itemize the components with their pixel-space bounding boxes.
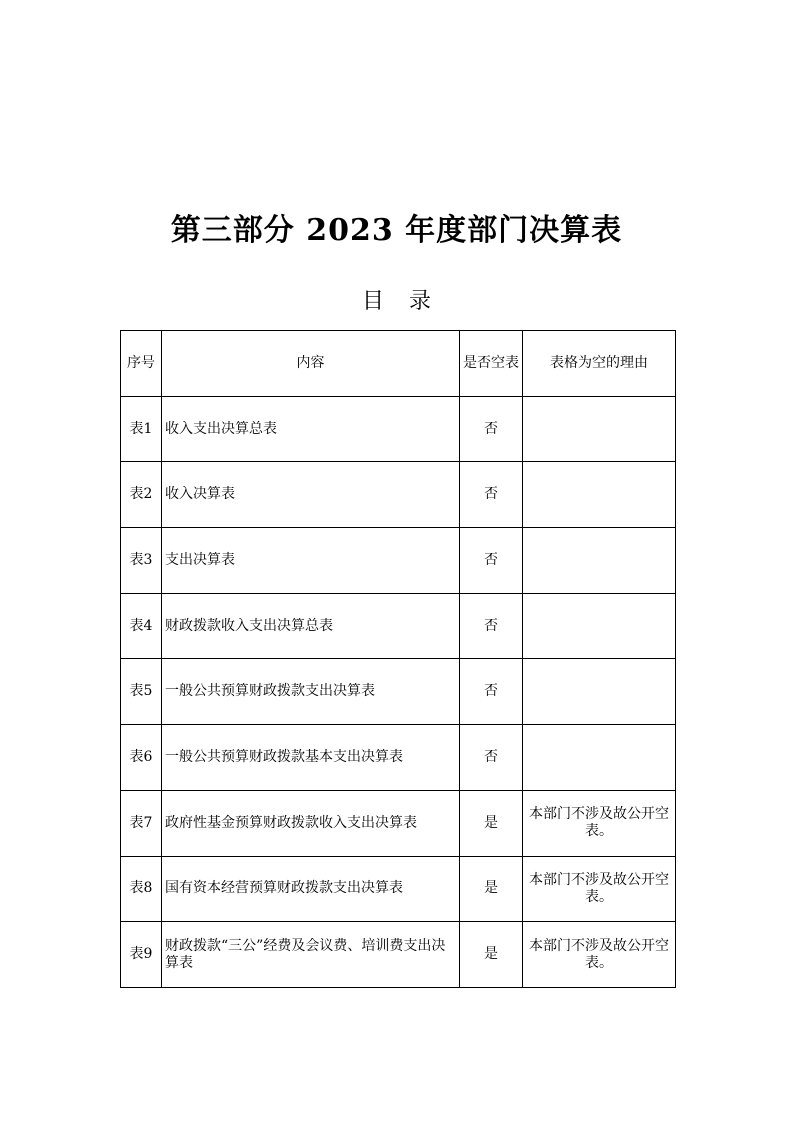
toc-table xyxy=(120,330,676,988)
table-row xyxy=(121,593,676,659)
row-is-empty: 是 xyxy=(460,790,523,856)
table-row xyxy=(121,856,676,922)
row-seq: 表1 xyxy=(121,396,162,462)
row-reason xyxy=(523,396,676,462)
row-reason: 本部门不涉及故公开空表。 xyxy=(523,856,676,922)
row-content: 国有资本经营预算财政拨款支出决算表 xyxy=(162,856,460,922)
header-is-empty: 是否空表 xyxy=(460,331,523,397)
row-seq: 表6 xyxy=(121,725,162,791)
row-reason: 本部门不涉及故公开空表。 xyxy=(523,790,676,856)
page-title: 第三部分 2023 年度部门决算表 xyxy=(170,213,623,248)
row-content: 政府性基金预算财政拨款收入支出决算表 xyxy=(162,790,460,856)
row-seq: 表7 xyxy=(121,790,162,856)
table-header-row xyxy=(121,331,676,397)
header-reason: 表格为空的理由 xyxy=(523,331,676,397)
row-is-empty: 否 xyxy=(460,659,523,725)
row-is-empty: 否 xyxy=(460,725,523,791)
table-row xyxy=(121,462,676,528)
row-is-empty: 否 xyxy=(460,593,523,659)
row-content: 一般公共预算财政拨款基本支出决算表 xyxy=(162,725,460,791)
row-reason: 本部门不涉及故公开空表。 xyxy=(523,922,676,988)
row-seq: 表9 xyxy=(121,922,162,988)
row-is-empty: 否 xyxy=(460,528,523,594)
row-reason xyxy=(523,659,676,725)
table-row xyxy=(121,528,676,594)
table-row xyxy=(121,725,676,791)
row-reason xyxy=(523,528,676,594)
row-seq: 表4 xyxy=(121,593,162,659)
row-content: 财政拨款收入支出决算总表 xyxy=(162,593,460,659)
row-seq: 表3 xyxy=(121,528,162,594)
row-reason xyxy=(523,462,676,528)
row-content: 收入支出决算总表 xyxy=(162,396,460,462)
row-content: 收入决算表 xyxy=(162,462,460,528)
row-is-empty: 是 xyxy=(460,922,523,988)
row-seq: 表5 xyxy=(121,659,162,725)
row-content: 支出决算表 xyxy=(162,528,460,594)
table-row xyxy=(121,396,676,462)
table-row xyxy=(121,659,676,725)
row-is-empty: 否 xyxy=(460,396,523,462)
row-is-empty: 否 xyxy=(460,462,523,528)
toc-subtitle: 目 录 xyxy=(362,289,431,314)
table-row xyxy=(121,790,676,856)
row-seq: 表8 xyxy=(121,856,162,922)
row-content: 一般公共预算财政拨款支出决算表 xyxy=(162,659,460,725)
row-is-empty: 是 xyxy=(460,856,523,922)
row-reason xyxy=(523,593,676,659)
header-seq: 序号 xyxy=(121,331,162,397)
table-row xyxy=(121,922,676,988)
row-reason xyxy=(523,725,676,791)
row-content: 财政拨款“三公”经费及会议费、培训费支出决算表 xyxy=(162,922,460,988)
header-content: 内容 xyxy=(162,331,460,397)
row-seq: 表2 xyxy=(121,462,162,528)
